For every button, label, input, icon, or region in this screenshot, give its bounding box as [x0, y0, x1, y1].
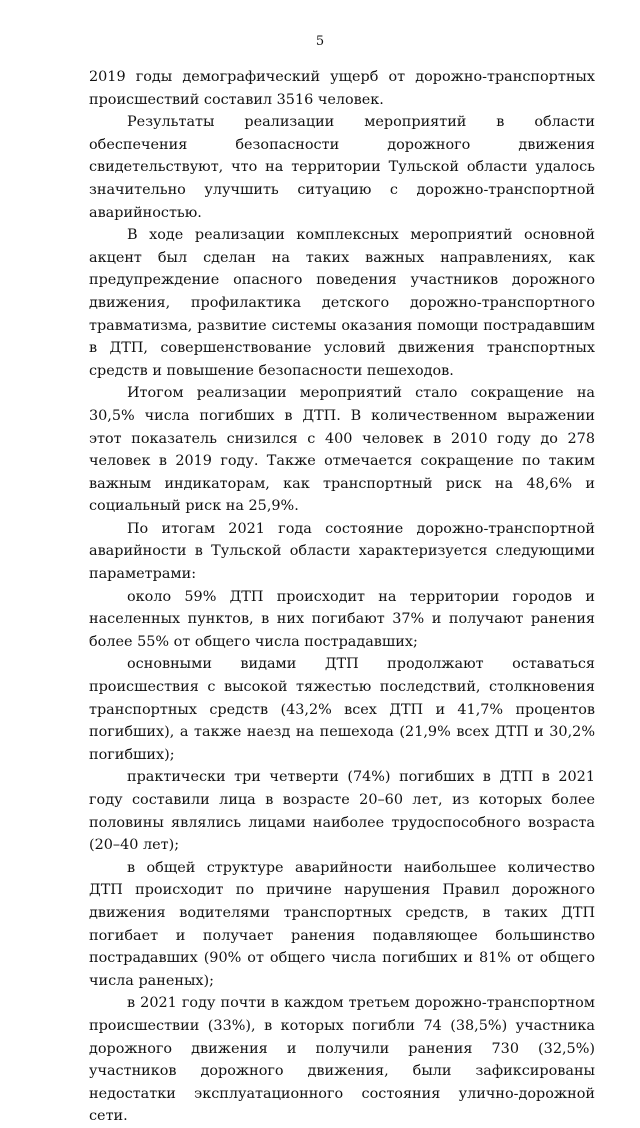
paragraph: Результаты реализации мероприятий в области обеспечения безопасности дорожного движения свидетельствуют, что на территории Тульской области удалось значительно улучшить ситуацию с дорожно-транспортной аварийностью. — [89, 114, 595, 221]
paragraph: 2019 годы демографический ущерб от дорожно-транспортных происшествий составил 3516 человек. — [89, 69, 595, 108]
paragraph: основными видами ДТП продолжают оставаться происшествия с высокой тяжестью последствий, столкновения транспортных средств (43,2% всех ДТП и 41,7% процентов погибших), а также наезд на пешехода (21,9% всех ДТП и 30,2% погибших); — [89, 656, 595, 763]
paragraph: в общей структуре аварийности наибольшее количество ДТП происходит по причине нарушения Правил дорожного движения водителями транспортных средств, в таких ДТП погибает и получает ранения подавляющее большинство пострадавших (90% от общего числа погибших и 81% от общего числа раненых); — [89, 859, 595, 989]
paragraph: В ходе реализации комплексных мероприятий основной акцент был сделан на таких важных направлениях, как предупреждение опасного поведения участников дорожного движения, профилактика детского дорожно-транспортного травматизма, развитие системы оказания помощи пострадавшим в ДТП, совершенствование условий движения транспортных средств и повышение безопасности пешеходов. — [89, 227, 595, 379]
paragraph: около 59% ДТП происходит на территории городов и населенных пунктов, в них погибают 37% и получают ранения более 55% от общего числа пострадавших; — [89, 588, 595, 650]
paragraph: практически три четверти (74%) погибших в ДТП в 2021 году составили лица в возрасте 20–60 лет, из которых более половины являлись лицами наиболее трудоспособного возраста (20–40 лет); — [89, 769, 595, 854]
paragraph: Итогом реализации мероприятий стало сокращение на 30,5% числа погибших в ДТП. В количественном выражении этот показатель снизился с 400 человек в 2010 году до 278 человек в 2019 году. Также отмечается сокращение по таким важным индикаторам, как транспортный риск на 48,6% и социальный риск на 25,9%. — [89, 385, 595, 515]
page-number: 5 — [315, 34, 325, 49]
body-text — [89, 66, 595, 1128]
paragraph: в 2021 году почти в каждом третьем дорожно-транспортном происшествии (33%), в которых погибли 74 (38,5%) участника дорожного движения и получили ранения 730 (32,5%) участников дорожного движения, были зафиксированы недостатки эксплуатационного состояния улично-дорожной сети. — [89, 995, 595, 1125]
paragraph: По итогам 2021 года состояние дорожно-транспортной аварийности в Тульской области характеризуется следующими параметрами: — [89, 520, 595, 583]
